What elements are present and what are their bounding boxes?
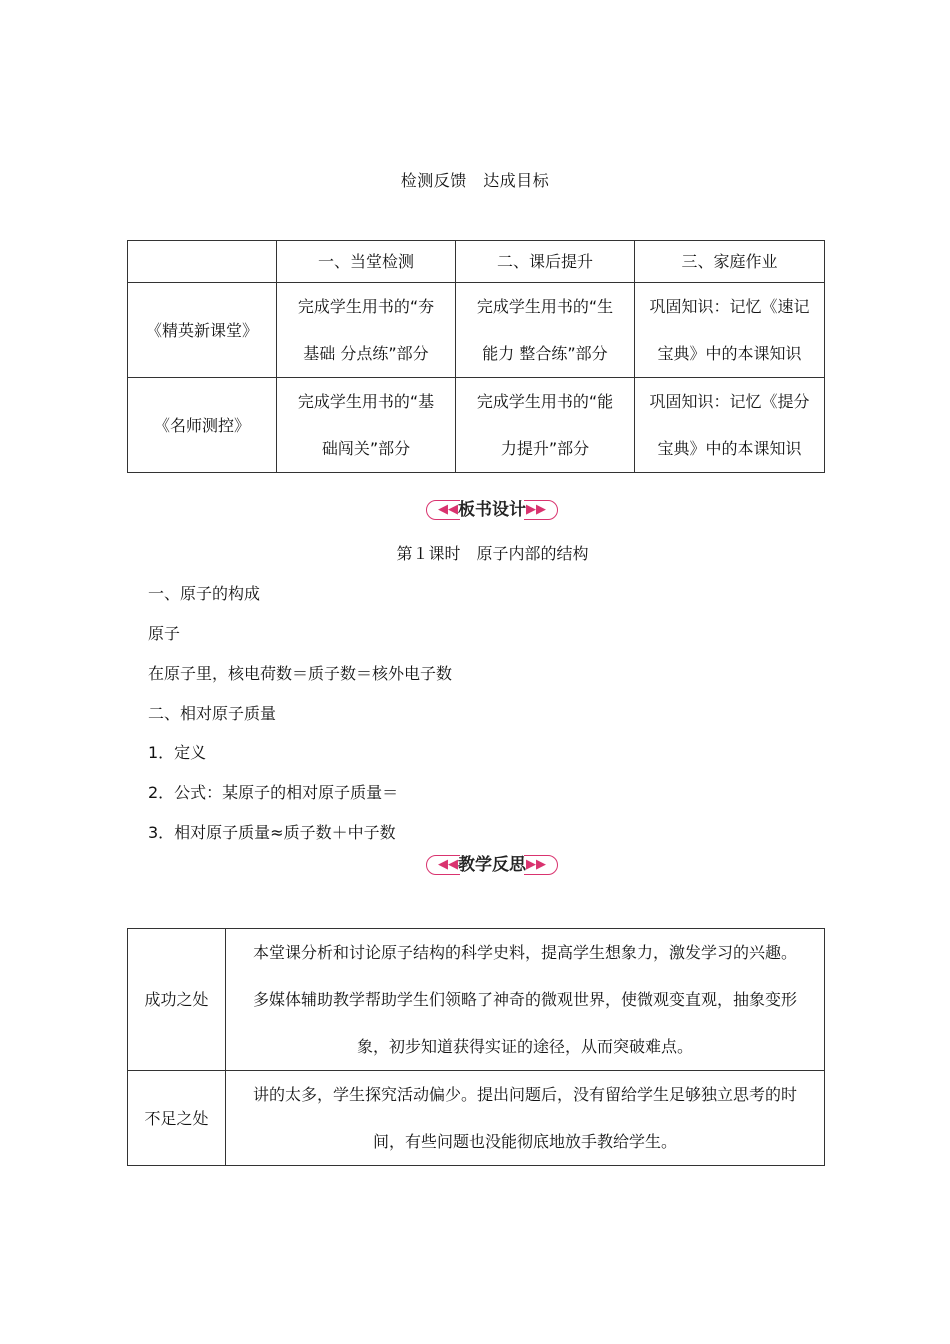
cell-line: 巩固知识：记忆《提分 [649,392,810,411]
section-title: 教学反思 [458,855,526,875]
in-class-task [277,378,456,473]
in-class-task [277,283,456,378]
cell-line: 完成学生用书的“基 [297,392,435,411]
reflection-text [226,1071,825,1166]
table-row [128,283,825,378]
board-line: 原子 [148,624,181,643]
reflection-label: 不足之处 [128,1071,226,1166]
header-cell-homework: 三、家庭作业 [635,241,825,283]
right-arrows-icon: ▶▶ [526,502,546,517]
reflection-line: 本堂课分析和讨论原子结构的科学史料，提高学生想象力，激发学习的兴趣。 [252,943,797,962]
cell-line: 完成学生用书的“生 [476,297,614,316]
table-row [128,1071,825,1166]
homework-task [635,283,825,378]
lesson-title: 第１课时 原子内部的结构 [396,544,589,563]
right-arrows-icon: ▶▶ [526,857,546,872]
table-row [128,378,825,473]
left-arrows-icon: ◀◀ [438,502,458,517]
feedback-title: 检测反馈 达成目标 [400,171,550,190]
section-title: 板书设计 [458,500,526,520]
board-line: 2．公式：某原子的相对原子质量＝ [148,783,399,802]
cell-line: 完成学生用书的“能 [476,392,614,411]
header-cell-empty [128,241,277,283]
board-line: 3．相对原子质量≈质子数＋中子数 [148,823,396,842]
cell-line: 能力 整合练”部分 [482,344,608,363]
after-class-task [456,378,635,473]
reflection-label: 成功之处 [128,929,226,1071]
header-cell-in-class: 一、当堂检测 [277,241,456,283]
board-line: 二、相对原子质量 [148,704,277,723]
homework-table [127,240,825,473]
reflection-text [226,929,825,1071]
reflection-line: 多媒体辅助教学帮助学生们领略了神奇的微观世界，使微观变直观，抽象变形 [252,990,797,1009]
header-cell-after-class: 二、课后提升 [456,241,635,283]
cell-line: 完成学生用书的“夯 [297,297,435,316]
row-book-name: 《精英新课堂》 [128,283,277,378]
table-row [128,929,825,1071]
cell-line: 基础 分点练”部分 [303,344,429,363]
board-line: 在原子里，核电荷数＝质子数＝核外电子数 [148,664,453,683]
cell-line: 宝典》中的本课知识 [657,439,802,458]
cell-line: 础闯关”部分 [321,439,411,458]
board-line: 1．定义 [148,743,207,762]
homework-task [635,378,825,473]
reflection-line: 象，初步知道获得实证的途径，从而突破难点。 [356,1037,693,1056]
section-badge-reflection [426,852,558,878]
reflection-line: 间，有些问题也没能彻底地放手教给学生。 [372,1132,677,1151]
left-arrows-icon: ◀◀ [438,857,458,872]
section-badge-board-design [426,497,558,523]
reflection-line: 讲的太多，学生探究活动偏少。提出问题后，没有留给学生足够独立思考的时 [252,1085,797,1104]
board-line: 一、原子的构成 [148,584,261,603]
after-class-task [456,283,635,378]
reflection-table [127,928,825,1166]
cell-line: 巩固知识：记忆《速记 [649,297,810,316]
cell-line: 力提升”部分 [500,439,590,458]
cell-line: 宝典》中的本课知识 [657,344,802,363]
table-header-row [128,241,825,283]
row-book-name: 《名师测控》 [128,378,277,473]
